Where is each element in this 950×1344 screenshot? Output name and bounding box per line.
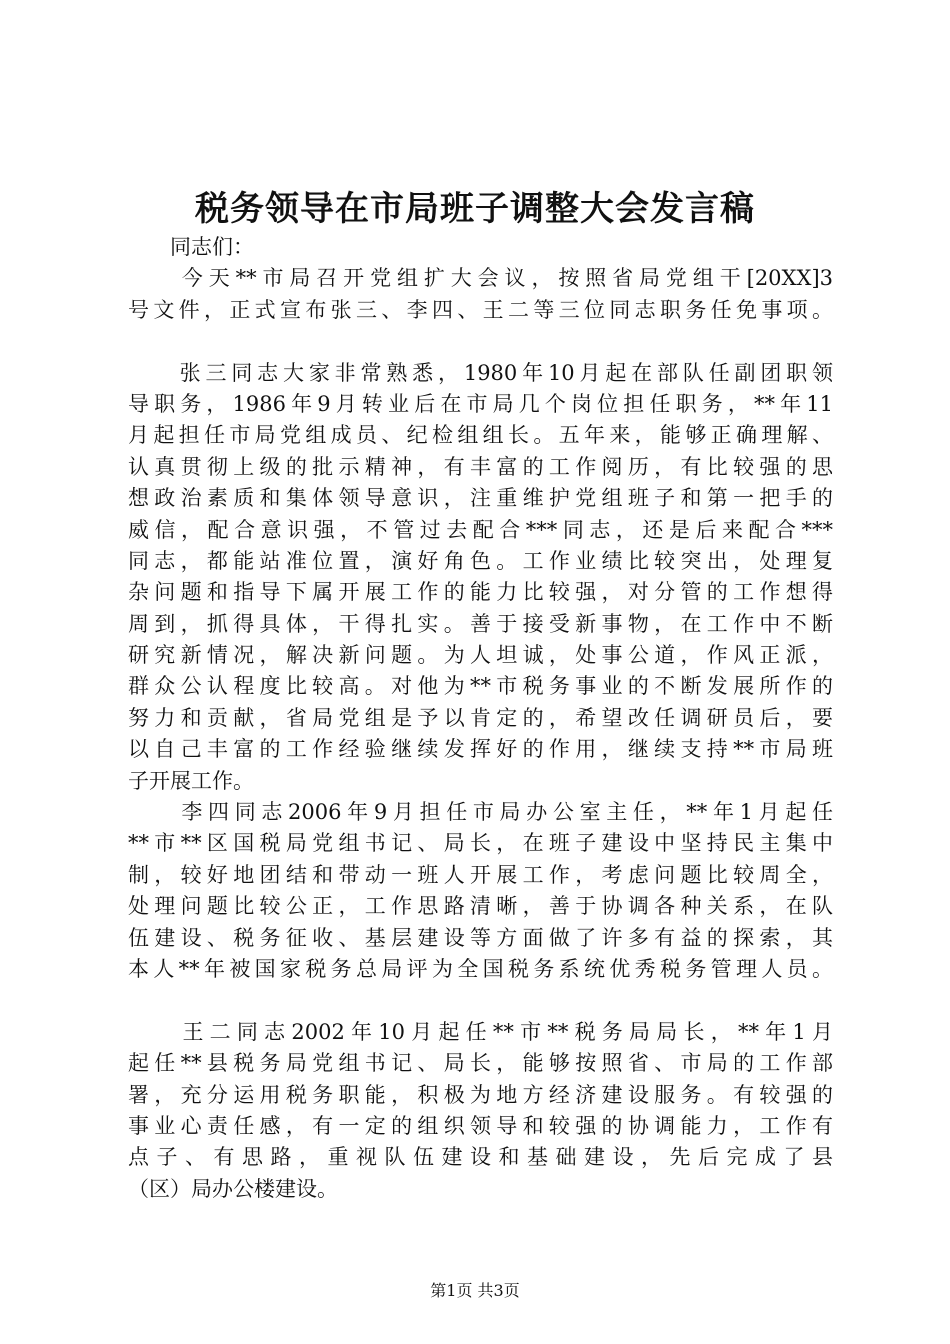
paragraph-4-line-4: 事业心责任感，有一定的组织领导和较强的协调能力，工作有	[128, 1113, 833, 1138]
paragraph-1-line-1: 今天**市局召开党组扩大会议，按照省局党组干[20XX]3	[128, 266, 833, 291]
paragraph-2-line-9: 周到，抓得具体，干得扎实。善于接受新事物，在工作中不断	[128, 611, 833, 636]
paragraph-3-line-4: 处理问题比较公正，工作思路清晰，善于协调各种关系，在队	[128, 894, 833, 919]
paragraph-2-line-14: 子开展工作。	[128, 768, 254, 793]
paragraph-2-line-3: 月起担任市局党组成员、纪检组组长。五年来，能够正确理解、	[128, 423, 833, 448]
paragraph-2-line-1: 张三同志大家非常熟悉，1980年10月起在部队任副团职领	[128, 360, 833, 385]
paragraph-4-line-3: 署，充分运用税务职能，积极为地方经济建设服务。有较强的	[128, 1082, 833, 1107]
paragraph-2-line-7: 同志，都能站准位置，演好角色。工作业绩比较突出，处理复	[128, 548, 833, 573]
paragraph-3-line-3: 制，较好地团结和带动一班人开展工作，考虑问题比较周全，	[128, 862, 833, 887]
paragraph-4-line-2: 起任**县税务局党组书记、局长，能够按照省、市局的工作部	[128, 1051, 833, 1076]
document-title: 税务领导在市局班子调整大会发言稿	[195, 189, 755, 229]
paragraph-3-line-6: 本人**年被国家税务总局评为全国税务系统优秀税务管理人员。	[128, 956, 833, 981]
paragraph-4-line-5: 点子、有思路，重视队伍建设和基础建设，先后完成了县	[128, 1145, 833, 1170]
document-body	[128, 232, 833, 1205]
page-number-footer: 第1页 共3页	[430, 1281, 520, 1300]
paragraph-3-line-5: 伍建设、税务征收、基层建设等方面做了许多有益的探索，其	[128, 925, 833, 950]
paragraph-2-line-4: 认真贯彻上级的批示精神，有丰富的工作阅历，有比较强的思	[128, 454, 833, 479]
salutation-line: 同志们：	[128, 235, 254, 259]
paragraph-2-line-2: 导职务，1986年9月转业后在市局几个岗位担任职务，**年11	[128, 391, 833, 416]
paragraph-3-line-2: **市**区国税局党组书记、局长，在班子建设中坚持民主集中	[128, 831, 833, 856]
paragraph-2-line-10: 研究新情况，解决新问题。为人坦诚，处事公道，作风正派，	[128, 643, 833, 668]
paragraph-2-line-6: 威信，配合意识强，不管过去配合***同志，还是后来配合***	[128, 517, 833, 542]
paragraph-3-line-1: 李四同志2006年9月担任市局办公室主任，**年1月起任	[128, 800, 833, 825]
paragraph-4-line-1: 王二同志2002年10月起任**市**税务局局长，**年1月	[128, 1019, 833, 1044]
paragraph-2-line-5: 想政治素质和集体领导意识，注重维护党组班子和第一把手的	[128, 486, 833, 511]
paragraph-2-line-12: 努力和贡献，省局党组是予以肯定的，希望改任调研员后，要	[128, 705, 833, 730]
paragraph-2-line-13: 以自己丰富的工作经验继续发挥好的作用，继续支持**市局班	[128, 737, 833, 762]
paragraph-1-line-2: 号文件，正式宣布张三、李四、王二等三位同志职务任免事项。	[128, 297, 833, 322]
paragraph-2-line-8: 杂问题和指导下属开展工作的能力比较强，对分管的工作想得	[128, 580, 833, 605]
paragraph-2-line-11: 群众公认程度比较高。对他为**市税务事业的不断发展所作的	[128, 674, 833, 699]
paragraph-4-line-6: （区）局办公楼建设。	[128, 1176, 338, 1201]
